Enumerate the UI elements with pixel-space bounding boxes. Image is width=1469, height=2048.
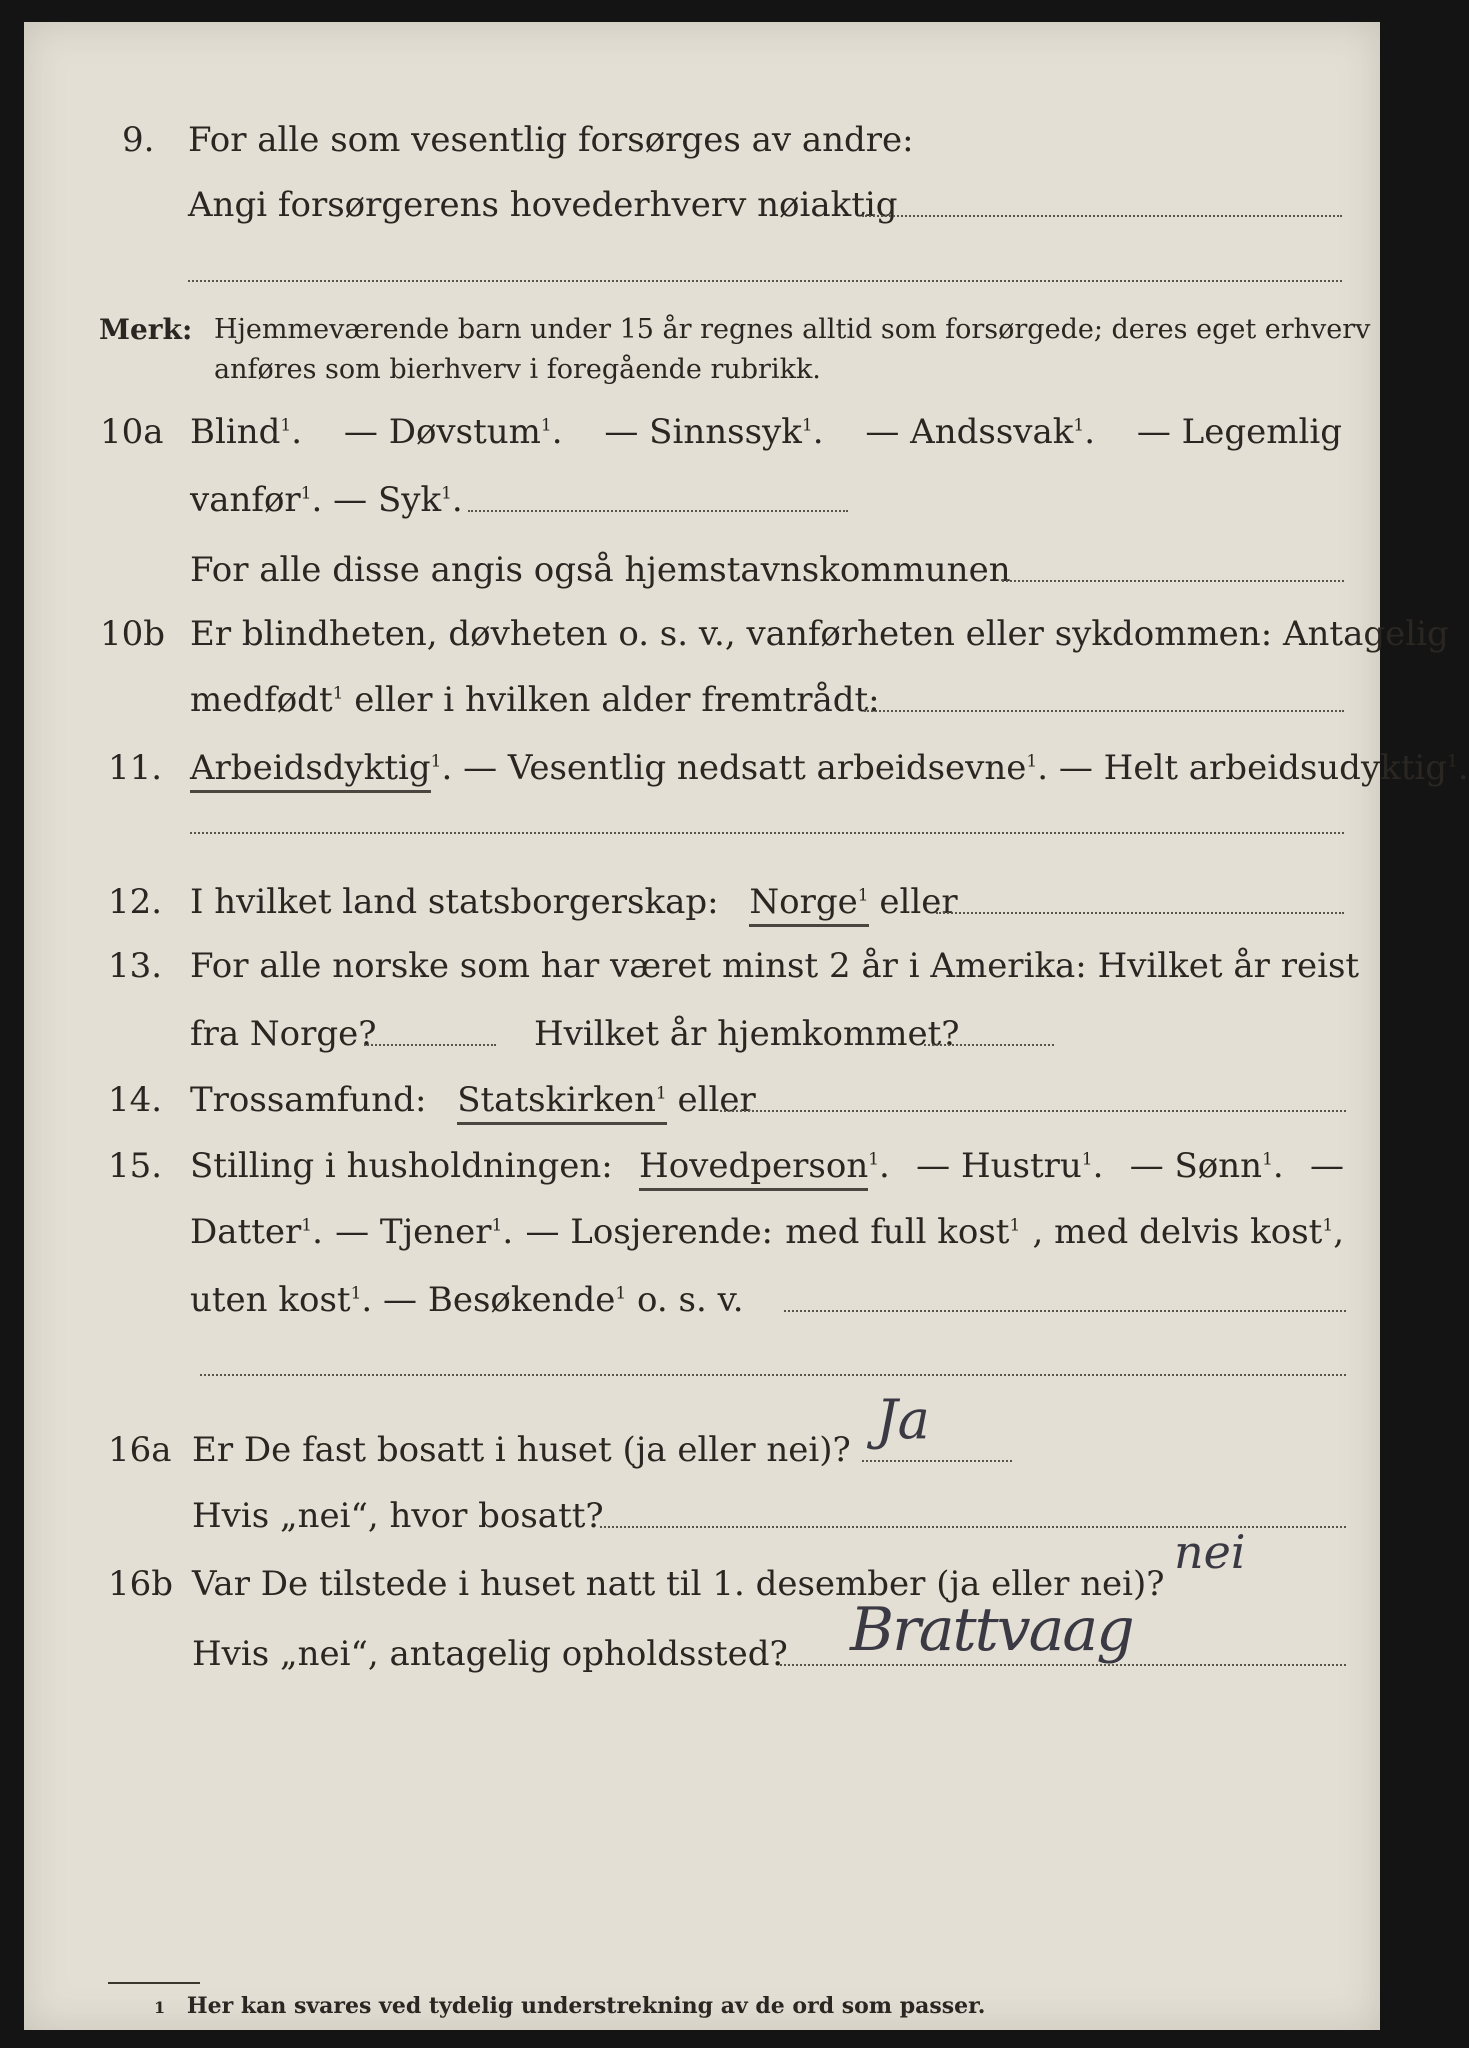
q9-answer-field-2[interactable]: [188, 280, 1342, 282]
q15-opt-sonn[interactable]: — Sønn$^1$.: [1129, 1146, 1284, 1186]
q11-opt-nedsatt[interactable]: — Vesentlig nedsatt arbeidsevne: [463, 748, 1027, 788]
q15-options-3: uten kost$^1$. — Besøkende$^1$ o. s. v.: [190, 1280, 744, 1320]
q12-country-field[interactable]: [936, 912, 1344, 914]
footnote-mark: 1: [154, 1998, 166, 2017]
q9-question: Angi forsørgerens hovederhverv nøiaktig: [188, 185, 898, 225]
census-form-page: [24, 22, 1469, 2030]
q16b-question: Var De tilstede i huset natt til 1. desember (ja eller nei)?: [192, 1564, 1165, 1604]
q15-number: 15.: [108, 1146, 163, 1186]
q15-opt-delvis-kost[interactable]: , med delvis kost$^1$,: [1032, 1212, 1344, 1252]
q10a-opt-dovstum[interactable]: — Døvstum$^1$.: [343, 412, 563, 452]
q12-opt-norge[interactable]: Norge$^1$: [749, 882, 868, 927]
q10a-options: [190, 412, 1342, 452]
q15-dash: —: [1309, 1146, 1344, 1186]
q15-label: Stilling i husholdningen:: [190, 1146, 613, 1186]
q15-extra-field-2[interactable]: [200, 1374, 1346, 1376]
q13-number: 13.: [108, 946, 163, 986]
q10a-number: 10a: [100, 412, 164, 452]
q14-text: Trossamfund: Statskirken$^1$ eller: [190, 1080, 756, 1120]
q10a-opt-vanfor[interactable]: vanfør$^1$. — Syk$^1$.: [190, 480, 463, 520]
q10b-opt-medfodt[interactable]: medfødt$^1$ eller i hvilken alder fremtrådt:: [190, 680, 880, 720]
q15-opt-tjener[interactable]: — Tjener$^1$.: [335, 1212, 514, 1252]
q10a-opt-andssvak[interactable]: — Andssvak$^1$.: [865, 412, 1095, 452]
q9-title: For alle som vesentlig forsørges av andre:: [188, 120, 914, 160]
q16b-handwritten-place: Brattvaag: [850, 1595, 1133, 1665]
q11-opt-udyktig[interactable]: — Helt arbeidsudyktig: [1058, 748, 1448, 788]
q13-reist-field[interactable]: [364, 1044, 496, 1046]
q13-text-1: For alle norske som har været minst 2 år i Amerika: Hvilket år reist: [190, 946, 1360, 986]
merk-text-2: anføres som bierhverv i foregående rubrikk.: [214, 354, 821, 385]
q13-reist-label: fra Norge?: [190, 1014, 377, 1054]
q16a-handwritten-answer: Ja: [876, 1388, 930, 1451]
q10a-opt-blind[interactable]: Blind$^1$.: [190, 412, 303, 452]
q15-opt-datter[interactable]: Datter$^1$.: [190, 1212, 323, 1252]
q9-answer-field[interactable]: [862, 215, 1342, 217]
q10b-text-1: Er blindheten, døvheten o. s. v., vanførheten eller sykdommen: Antagelig: [190, 614, 1449, 654]
q15-opt-hovedperson[interactable]: Hovedperson: [639, 1146, 868, 1191]
q14-number: 14.: [108, 1080, 163, 1120]
q10a-opt-legemlig[interactable]: — Legemlig: [1136, 412, 1342, 452]
q9-number: 9.: [122, 120, 155, 160]
footnote-rule: [108, 1982, 200, 1984]
merk-text-1: Hjemmeværende barn under 15 år regnes alltid som forsørgede; deres eget erhverv: [214, 314, 1371, 345]
q15-options-1: Stilling i husholdningen: Hovedperson$^1$. — Hustru$^1$. — Sønn$^1$. —: [190, 1146, 1344, 1186]
q10b-number: 10b: [100, 614, 166, 654]
q10a-opt-sinnssyk[interactable]: — Sinnssyk$^1$.: [604, 412, 824, 452]
q13-hjemkommet-label: Hvilket år hjemkommet?: [534, 1014, 960, 1054]
q15-extra-field[interactable]: [784, 1310, 1346, 1312]
q11-opt-arbeidsdyktig[interactable]: Arbeidsdyktig: [190, 748, 431, 793]
q16a-question: Er De fast bosatt i huset (ja eller nei)?: [192, 1430, 851, 1470]
q16a-number: 16a: [108, 1430, 172, 1470]
q16a-followup: Hvis „nei“, hvor bosatt?: [192, 1496, 604, 1536]
q15-opt-uten-kost[interactable]: uten kost: [190, 1280, 351, 1320]
q11-number: 11.: [108, 748, 163, 788]
q15-opt-hustru[interactable]: — Hustru$^1$.: [916, 1146, 1104, 1186]
q15-opt-besokende[interactable]: — Besøkende: [383, 1280, 616, 1320]
q10a-hjemstavn-field[interactable]: [1002, 580, 1344, 582]
q11-options: Arbeidsdyktig$^1$. — Vesentlig nedsatt arbeidsevne$^1$. — Helt arbeidsudyktig$^1$.: [190, 748, 1469, 788]
q15-losjerende-label: — Losjerende:: [525, 1212, 774, 1252]
q15-options-2: [190, 1212, 1344, 1252]
q16a-answer-field[interactable]: [862, 1460, 1012, 1462]
q16b-followup: Hvis „nei“, antagelig opholdssted?: [192, 1634, 788, 1674]
q14-trossamfund-field[interactable]: [720, 1110, 1346, 1112]
merk-label: Merk:: [99, 313, 193, 346]
q16b-number: 16b: [108, 1564, 174, 1604]
footnote: [154, 1992, 985, 2022]
q16b-handwritten-answer: nei: [1174, 1525, 1246, 1579]
q13-hjemkommet-field[interactable]: [924, 1044, 1054, 1046]
footnote-text: Her kan svares ved tydelig understrekning av de ord som passer.: [186, 1993, 986, 2019]
q10a-hjemstavn-label: For alle disse angis også hjemstavnskommunen: [190, 550, 1011, 590]
q12-text: I hvilket land statsborgerskap: Norge$^1$ eller: [190, 882, 958, 922]
q12-number: 12.: [108, 882, 163, 922]
q15-opt-full-kost[interactable]: med full kost$^1$: [785, 1212, 1021, 1252]
q11-extra-field[interactable]: [190, 832, 1344, 834]
q10b-alder-field[interactable]: [864, 710, 1344, 712]
q10a-syk-field[interactable]: [468, 510, 848, 512]
q14-opt-statskirken[interactable]: Statskirken$^1$: [457, 1080, 667, 1125]
